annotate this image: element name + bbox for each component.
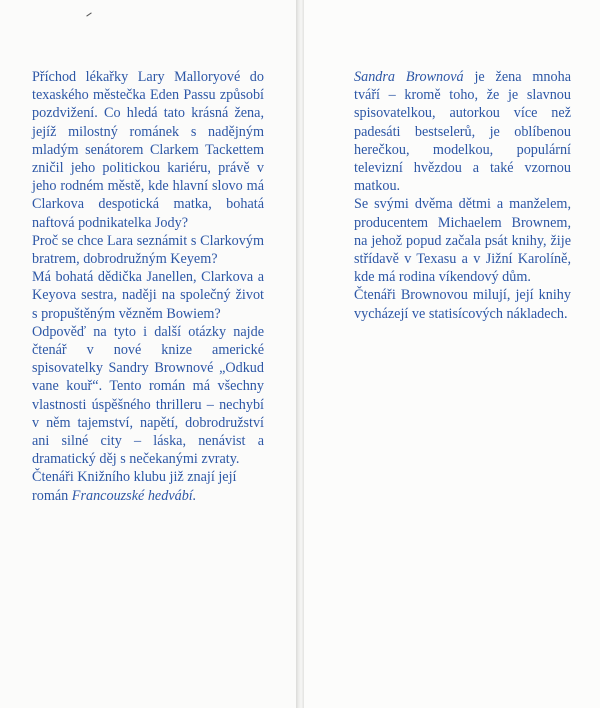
author-bio-text [354, 68, 571, 323]
author-name: Sandra Brownová [354, 69, 464, 85]
synopsis-paragraph: Odpověď na tyto i další otázky najde čtenář v nové knize americké spisovatelky Sandry Brownové „Odkud vane kouř“. Tento román má všechny vlastnosti úspěšného thrilleru – nechybí v něm tajemství, napětí, dobrodružství ani silné city – láska, nenávist a dramatický děj s nečekanými zvraty. [32, 323, 264, 468]
synopsis-paragraph: Proč se chce Lara seznámit s Clarkovým bratrem, dobrodružným Keyem? [32, 232, 264, 268]
fold-crease [296, 0, 304, 708]
bio-paragraph: Se svými dvěma dětmi a manželem, producentem Michaelem Brownem, na jehož popud začala psát knihy, žije střídavě v Texasu a v Jižní Karolíně, kde má rodina víkendový dům. [354, 196, 571, 286]
bio-intro-text: je žena mnoha tváří – kromě toho, že je slavnou spisovatelkou, autorkou více než padesáti bestselerů, je oblíbenou herečkou, modelkou, populární televizní hvězdou a také vzornou matkou. [354, 69, 571, 195]
final-paragraph-text: Čtenáři Knižního klubu již znají její román [32, 469, 237, 504]
bio-paragraph-first [354, 68, 571, 195]
previous-title: Francouzské hedvábí. [71, 487, 197, 504]
bio-paragraph: Čtenáři Brownovou milují, její knihy vycházejí ve statisícových nákladech. [354, 287, 571, 322]
synopsis-paragraph: Příchod lékařky Lary Malloryové do texaského městečka Eden Passu způsobí pozdvižení. Co hledá tato krásná žena, jejíž milostný románek s nadějným mladým senátorem Clarkem Tackettem zničil jeho politickou kariéru, právě v jeho rodném městě, kde hlavní slovo má Clarkova despotická matka, bohatá naftová podnikatelka Jody? [32, 69, 264, 231]
synopsis-paragraph: Má bohatá dědička Janellen, Clarkova a Keyova sestra, naději na společný život s propuštěným vězněm Bowiem? [32, 269, 264, 322]
synopsis-paragraph-final [32, 468, 264, 504]
synopsis-text [32, 68, 264, 505]
